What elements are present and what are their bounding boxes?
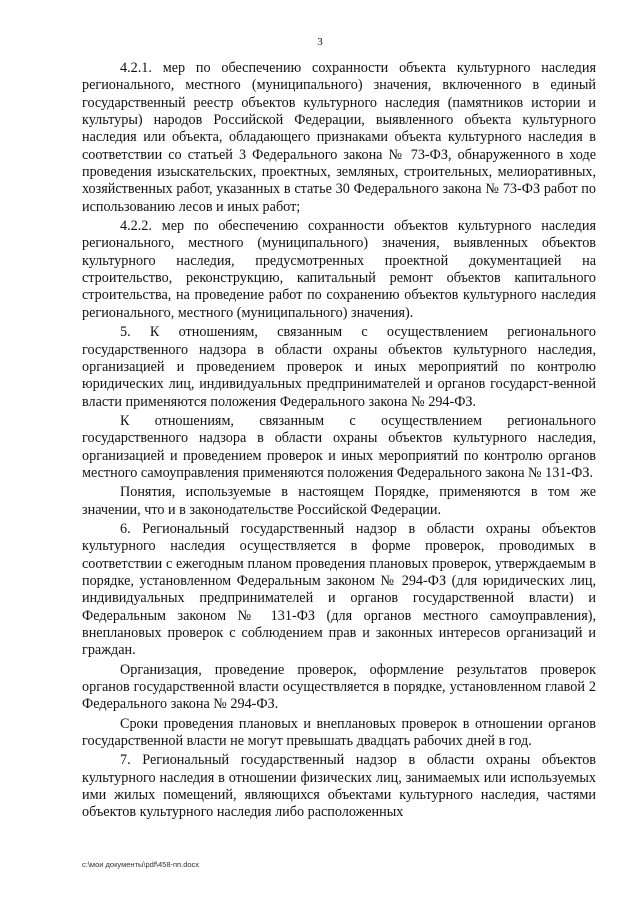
paragraph-5: 5. К отношениям, связанным с осуществлением регионального государственного надзора в области охраны объектов культурного наследия, организацией и проведением проверок и иных мероприятий по контролю юридических лиц, индивидуальных предпринимателей и органов государст-венной власти применяются положения Федерального закона № 294-ФЗ. <box>82 324 596 410</box>
paragraph-4-2-2: 4.2.2. мер по обеспечению сохранности объектов культурного наследия регионального, местного (муниципального) значения, выявленных объектов культурного наследия, предусмотренных проектной документацией на строительство, реконструкцию, капитальный ремонт объектов капитального строительства, на проведение работ по сохранению объектов культурного наследия регионального, местного (муниципального) значения). <box>82 218 596 321</box>
paragraph-6-organization: Организация, проведение проверок, оформление результатов проверок органов государственной власти осуществляется в порядке, установленном главой 2 Федерального закона № 294-ФЗ. <box>82 661 596 713</box>
paragraph-7: 7. Региональный государственный надзор в области охраны объектов культурного наследия в отношении физических лиц, занимаемых или используемых ими жилых помещений, являющихся объектами культурного наследия, частями объектов культурного наследия либо расположенных <box>82 752 596 821</box>
paragraph-5-definitions: Понятия, используемые в настоящем Порядке, применяются в том же значении, что и в законодательстве Российской Федерации. <box>82 484 596 518</box>
paragraph-6-terms: Сроки проведения плановых и внеплановых проверок в отношении органов государственной власти не могут превышать двадцать рабочих дней в год. <box>82 715 596 750</box>
paragraph-5-local-government: К отношениям, связанным с осуществлением регионального государственного надзора в области охраны объектов культурного наследия, организацией и проведением проверок и иных мероприятий по контролю органов местного самоуправления применяются положения Федерального закона № 131-ФЗ. <box>82 412 596 481</box>
footer-file-path: c:\мои документы\pdf\458-пп.docx <box>82 860 200 869</box>
paragraph-4-2-1: 4.2.1. мер по обеспечению сохранности объекта культурного наследия регионального, местного (муниципального) значения, включенного в единый государственный реестр объектов культурного наследия (памятников истории и культуры) народов Российской Федерации, выявленного объекта культурного наследия или объекта, обладающего признаками объекта культурного наследия в соответствии со статьей 3 Федерального закона № 73-ФЗ, обнаруженного в ходе проведения изыскательских, проектных, земляных, строительных, мелиоративных, хозяйственных работ, указанных в статье 30 Федерального закона № 73-ФЗ работ по использованию лесов и иных работ; <box>82 60 596 215</box>
page-number: 3 <box>317 36 323 48</box>
document-body <box>82 60 596 824</box>
paragraph-6: 6. Региональный государственный надзор в области охраны объектов культурного наследия осуществляется в форме проверок, проводимых в соответствии с ежегодным планом проведения плановых проверок, утверждаемым в порядке, установленном Федеральным законом № 294-ФЗ (для юридических лиц, индивидуальных предпринимателей и органов государственной власти) и Федеральным законом № 131-ФЗ (для органов местного самоуправления), внеплановых проверок с соблюдением прав и законных интересов организаций и граждан. <box>82 520 596 659</box>
